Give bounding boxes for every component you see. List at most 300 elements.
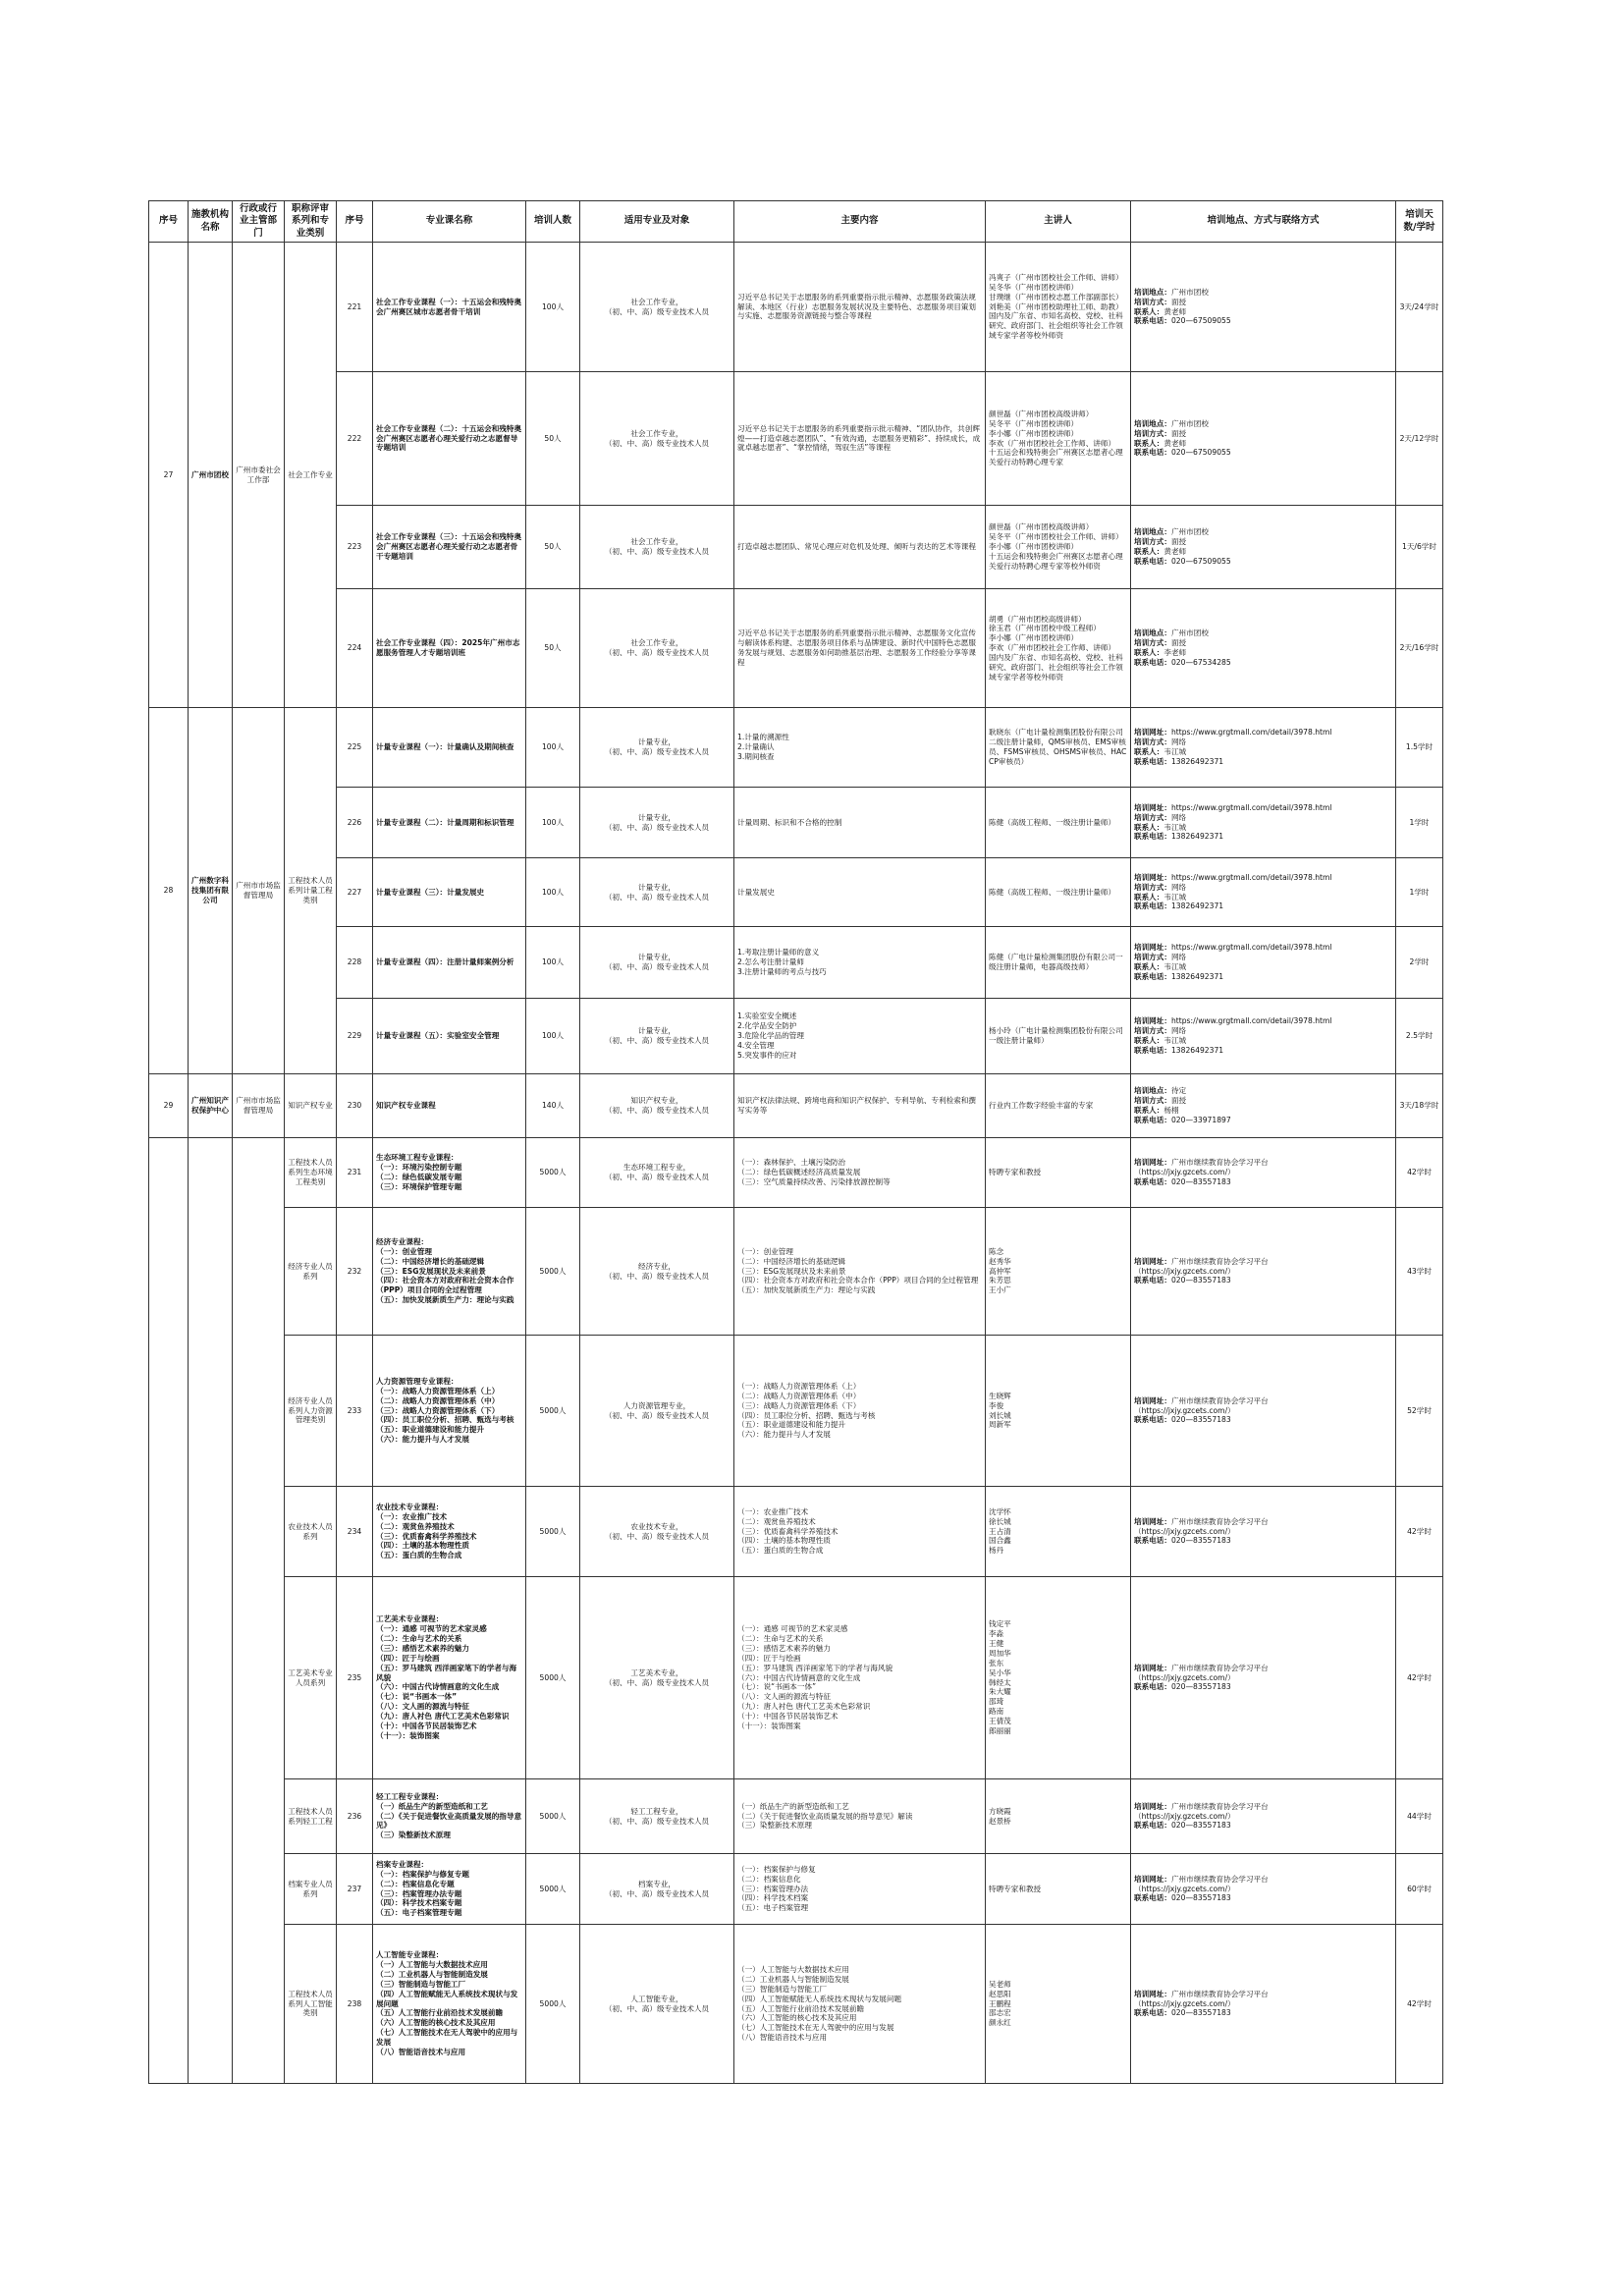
contact-key: 培训方式：	[1134, 1096, 1171, 1106]
trainee-count-cell: 5000人	[526, 1925, 580, 2084]
table-row	[149, 1487, 1443, 1577]
contact-line	[1134, 1276, 1392, 1285]
contact-line	[1134, 537, 1392, 547]
contact-key: 培训网址：	[1134, 1256, 1171, 1266]
days-hours-cell: 2天/12学时	[1396, 372, 1443, 506]
category-cell: 工程技术人员系列人工智能类别	[285, 1925, 337, 2084]
contact-line	[1134, 813, 1392, 823]
days-hours-cell: 60学时	[1396, 1854, 1443, 1925]
contact-value: 020—83557183	[1170, 1821, 1231, 1831]
contact-line	[1134, 419, 1392, 429]
target-cell: 经济专业， （初、中、高）级专业技术人员	[580, 1208, 734, 1336]
place-contact-cell	[1131, 927, 1396, 999]
contact-value: 020—67509055	[1170, 556, 1231, 566]
contact-key: 联系电话：	[1134, 316, 1171, 326]
course-seq-cell: 229	[337, 999, 373, 1074]
trainee-count-cell: 100人	[526, 927, 580, 999]
target-cell: 知识产权专业， （初、中、高）级专业技术人员	[580, 1074, 734, 1138]
header-category: 职称评审系列和专业类别	[285, 201, 337, 243]
header-course-name: 专业课名称	[373, 201, 526, 243]
contact-value: 韦江城	[1163, 747, 1187, 757]
contact-value: 020—67509055	[1170, 448, 1231, 458]
contact-line	[1134, 873, 1392, 883]
trainee-count-cell: 50人	[526, 506, 580, 589]
contact-key: 联系电话：	[1134, 1415, 1171, 1425]
contact-line	[1134, 648, 1392, 658]
contact-key: 培训网址：	[1134, 1016, 1171, 1026]
contact-value: 黄老师	[1163, 438, 1187, 448]
group-seq-cell: 29	[149, 1074, 189, 1138]
content-cell: （一）：创业管理 （二）：中国经济增长的基础逻辑 （三）：ESG发展现状及未来前景 （四）：社会资本方对政府和社会资本合作（PPP）项目合同的全过程管理 （五）：加快发展新质生产力：理论与实践	[734, 1208, 986, 1336]
contact-value: 网络	[1170, 953, 1187, 962]
target-cell: 社会工作专业， （初、中、高）级专业技术人员	[580, 243, 734, 372]
contact-key: 联系电话：	[1134, 1893, 1171, 1903]
contact-key: 培训网址：	[1134, 1801, 1171, 1811]
contact-line	[1134, 1116, 1392, 1125]
course-seq-cell: 225	[337, 708, 373, 788]
contact-key: 联系人：	[1134, 892, 1164, 902]
target-cell: 社会工作专业， （初、中、高）级专业技术人员	[580, 506, 734, 589]
contact-value: 广州市团校	[1170, 418, 1209, 428]
category-cell: 工程技术人员系列轻工工程	[285, 1779, 337, 1854]
lecturer-cell: 钱定平 李淼 王健 周加华 张东 吴小华 韩经太 朱大耀 邵琦 路南 王倩茂 郎丽丽	[986, 1577, 1131, 1779]
content-cell: （一）：通感 可视节的艺术家灵感 （二）：生命与艺术的关系 （三）：感悟艺术素养的魅力 （四）：匠于与绘画 （五）：罗马建筑 西洋画家笔下的学者与海风貌 （六）：中国古代诗情画意的文化生成 （七）：说“书画本一体” （八）：文人画的源流与特征 （九）：唐人衬色 唐代工艺美术色彩常识 （十）：中国各节民居装饰艺术 （十一）：装饰图案	[734, 1577, 986, 1779]
contact-line	[1134, 288, 1392, 298]
contact-value: （https://jxjy.gzcets.com/）	[1134, 1266, 1235, 1276]
lecturer-cell: 陈健（高级工程师、一级注册计量师）	[986, 858, 1131, 927]
content-cell: 1.计量的溯源性 2.计量确认 3.期间核查	[734, 708, 986, 788]
trainee-count-cell: 5000人	[526, 1577, 580, 1779]
contact-line	[1134, 1821, 1392, 1831]
contact-line	[1134, 1026, 1392, 1036]
category-cell: 经济专业人员系列人力资源管理类别	[285, 1336, 337, 1487]
contact-line	[1134, 1396, 1392, 1406]
content-cell: 习近平总书记关于志愿服务的系列重要指示批示精神、“团队协作，共创辉煌——打造卓越志愿团队”、“有效沟通，志愿服务更精彩”、持续成长，成就卓越志愿者”、“掌控情绪，驾驭生活”等课程	[734, 372, 986, 506]
training-course-table	[148, 200, 1443, 2084]
contact-key: 联系电话：	[1134, 756, 1171, 766]
contact-value: 李老师	[1163, 648, 1187, 658]
days-hours-cell: 3天/24学时	[1396, 243, 1443, 372]
contact-value: 13826492371	[1170, 902, 1224, 911]
target-cell: 人工智能专业， （初、中、高）级专业技术人员	[580, 1925, 734, 2084]
contact-line	[1134, 1536, 1392, 1546]
course-seq-cell: 228	[337, 927, 373, 999]
course-name-cell: 生态环境工程专业课程： （一）：环境污染控制专题 （二）：绿色低碳发展专题 （三）：环境保护管理专题	[373, 1138, 526, 1208]
content-cell: （一）：档案保护与修复 （二）：档案信息化 （三）：档案管理办法 （四）：科学技术档案 （五）：电子档案管理	[734, 1854, 986, 1925]
contact-value: 020—83557183	[1170, 1415, 1231, 1425]
category-cell: 经济专业人员系列	[285, 1208, 337, 1336]
contact-key: 培训方式：	[1134, 638, 1171, 648]
days-hours-cell: 1.5学时	[1396, 708, 1443, 788]
course-seq-cell: 230	[337, 1074, 373, 1138]
target-cell: 人力资源管理专业， （初、中、高）级专业技术人员	[580, 1336, 734, 1487]
table-row	[149, 1577, 1443, 1779]
contact-key: 培训方式：	[1134, 297, 1171, 306]
contact-line	[1134, 448, 1392, 458]
trainee-count-cell: 100人	[526, 708, 580, 788]
contact-line	[1134, 893, 1392, 902]
course-seq-cell: 234	[337, 1487, 373, 1577]
target-cell: 计量专业， （初、中、高）级专业技术人员	[580, 927, 734, 999]
course-seq-cell: 224	[337, 589, 373, 708]
lecturer-cell: 生晓辉 李俊 刘长城 周新军	[986, 1336, 1131, 1487]
table-row	[149, 1138, 1443, 1208]
contact-value: https://www.grgtmall.com/detail/3978.html	[1170, 872, 1332, 882]
course-name-cell: 社会工作专业课程（三）：十五运会和残特奥会广州赛区志愿者心理关爱行动之志愿者骨干专题培训	[373, 506, 526, 589]
course-seq-cell: 221	[337, 243, 373, 372]
contact-key: 联系人：	[1134, 962, 1164, 972]
lecturer-cell: 吴老师 赵思阳 王鹏程 邵志宏 颜永红	[986, 1925, 1131, 2084]
dept-name-cell: 广州市委社会工作部	[233, 243, 285, 708]
contact-key: 培训网址：	[1134, 872, 1171, 882]
target-cell: 计量专业， （初、中、高）级专业技术人员	[580, 858, 734, 927]
contact-key: 培训网址：	[1134, 1516, 1171, 1526]
contact-value: 020—83557183	[1170, 1682, 1231, 1692]
course-seq-cell: 223	[337, 506, 373, 589]
contact-value: 020—83557183	[1170, 1176, 1231, 1186]
contact-line	[1134, 832, 1392, 842]
contact-value: 韦江城	[1163, 962, 1187, 972]
content-cell: （一）纸品生产的新型造纸和工艺 （二）《关于促进餐饮业高质量发展的指导意见》解读 （三）染整新技术原理	[734, 1779, 986, 1854]
place-contact-cell	[1131, 243, 1396, 372]
contact-value: 广州市继续教育协会学习平台	[1170, 1256, 1269, 1266]
contact-line	[1134, 1517, 1392, 1527]
contact-value: 广州市继续教育协会学习平台	[1170, 1663, 1269, 1672]
header-lecturer: 主讲人	[986, 201, 1131, 243]
contact-key: 培训方式：	[1134, 738, 1171, 747]
trainee-count-cell: 5000人	[526, 1208, 580, 1336]
contact-line	[1134, 429, 1392, 439]
contact-line	[1134, 953, 1392, 962]
contact-key: 培训方式：	[1134, 537, 1171, 547]
content-cell: 习近平总书记关于志愿服务的系列重要指示批示精神、志愿服务文化宣传与解读体系构建、志愿服务项目体系与品牌建设、新时代中国特色志愿服务发展与规划、志愿服务如何助推基层治理、志愿服务工作经验分享等课程	[734, 589, 986, 708]
contact-key: 联系人：	[1134, 747, 1164, 757]
course-name-cell: 计量专业课程（三）：计量发展史	[373, 858, 526, 927]
contact-line	[1134, 883, 1392, 893]
content-cell: 1.实验室安全概述 2.化学品安全防护 3.危险化学品的管理 4.安全管理 5.突发事件的应对	[734, 999, 986, 1074]
lecturer-cell: 特聘专家和教授	[986, 1854, 1131, 1925]
days-hours-cell: 43学时	[1396, 1208, 1443, 1336]
contact-value: 020—83557183	[1170, 1536, 1231, 1546]
table-row	[149, 1854, 1443, 1925]
contact-key: 培训网址：	[1134, 1874, 1171, 1884]
target-cell: 轻工工程专业， （初、中、高）级专业技术人员	[580, 1779, 734, 1854]
content-cell: 1.考取注册计量师的意义 2.怎么考注册计量师 3.注册计量师的考点与技巧	[734, 927, 986, 999]
course-name-cell: 计量专业课程（一）：计量确认及期间核查	[373, 708, 526, 788]
place-contact-cell	[1131, 788, 1396, 858]
content-cell: 计量周期、标识和不合格的控制	[734, 788, 986, 858]
trainee-count-cell: 5000人	[526, 1336, 580, 1487]
contact-line	[1134, 1875, 1392, 1885]
lecturer-cell: 冯爽子（广州市团校社会工作师、讲师） 吴冬华（广州市团校讲师） 甘璞继（广州市团校志愿工作部副部长） 刘艳美（广州市团校助理社工师、助教） 国内及广东省、市知名高校、党校、社科研究、政府部门、社会组织等社会工作领域专家学者等校外师资	[986, 243, 1131, 372]
place-contact-cell	[1131, 1336, 1396, 1487]
target-cell: 计量专业， （初、中、高）级专业技术人员	[580, 788, 734, 858]
contact-line	[1134, 1527, 1392, 1537]
contact-value: 广州市继续教育协会学习平台	[1170, 1395, 1269, 1405]
contact-value: 020—67534285	[1170, 657, 1231, 667]
table-row	[149, 788, 1443, 858]
contact-line	[1134, 1177, 1392, 1187]
contact-value: 020—67509055	[1170, 316, 1231, 326]
contact-line	[1134, 629, 1392, 638]
place-contact-cell	[1131, 1208, 1396, 1336]
contact-line	[1134, 1415, 1392, 1425]
contact-key: 培训地点：	[1134, 527, 1171, 537]
contact-value: https://www.grgtmall.com/detail/3978.html	[1170, 943, 1332, 953]
contact-value: 广州市继续教育协会学习平台	[1170, 1158, 1269, 1168]
contact-value: （https://jxjy.gzcets.com/）	[1134, 1884, 1235, 1893]
contact-line	[1134, 658, 1392, 668]
target-cell: 工艺美术专业， （初、中、高）级专业技术人员	[580, 1577, 734, 1779]
contact-value: （https://jxjy.gzcets.com/）	[1134, 1405, 1235, 1415]
contact-key: 培训方式：	[1134, 953, 1171, 962]
category-cell: 知识产权专业	[285, 1074, 337, 1138]
course-name-cell: 工艺美术专业课程： （一）：通感 可视节的艺术家灵感 （二）：生命与艺术的关系 （三）：感悟艺术素养的魅力 （四）：匠于与绘画 （五）：罗马建筑 西洋画家笔下的学者与海风貌 （六）：中国古代诗情画意的文化生成 （七）：说“书画本一体” （八）：文人画的源流与特征 （九）：唐人衬色 唐代工艺美术色彩常识 （十）：中国各节民居装饰艺术 （十一）：装饰图案	[373, 1577, 526, 1779]
contact-line	[1134, 298, 1392, 307]
content-cell: 习近平总书记关于志愿服务的系列重要指示批示精神、志愿服务政策法规解读、本地区（行业）志愿服务发展状况及主要特色、志愿服务项目策划与实施、志愿服务资源链接与整合等课程	[734, 243, 986, 372]
contact-line	[1134, 803, 1392, 813]
course-name-cell: 轻工工程专业课程： （一）纸品生产的新型造纸和工艺 （二）《关于促进餐饮业高质量发展的指导意见》 （三）染整新技术原理	[373, 1779, 526, 1854]
trainee-count-cell: 140人	[526, 1074, 580, 1138]
table-row	[149, 858, 1443, 927]
days-hours-cell: 42学时	[1396, 1925, 1443, 2084]
contact-key: 培训地点：	[1134, 287, 1171, 297]
target-cell: 档案专业， （初、中、高）级专业技术人员	[580, 1854, 734, 1925]
course-seq-cell: 236	[337, 1779, 373, 1854]
content-cell: （一）：农业推广技术 （二）：观赏鱼养殖技术 （三）：优质畜禽科学养殖技术 （四）：土壤的基本物理性质 （五）：蛋白质的生物合成	[734, 1487, 986, 1577]
contact-value: 13826492371	[1170, 1045, 1224, 1055]
course-name-cell: 社会工作专业课程（一）：十五运会和残特奥会广州赛区城市志愿者骨干培训	[373, 243, 526, 372]
target-cell: 农业技术专业， （初、中、高）级专业技术人员	[580, 1487, 734, 1577]
contact-line	[1134, 1096, 1392, 1106]
header-dept: 行政或行业主管部门	[233, 201, 285, 243]
contact-key: 联系人：	[1134, 306, 1164, 316]
contact-value: 020—83557183	[1170, 1276, 1231, 1285]
contact-line	[1134, 1885, 1392, 1894]
contact-value: 面授	[1170, 428, 1187, 438]
contact-key: 培训地点：	[1134, 418, 1171, 428]
course-seq-cell: 233	[337, 1336, 373, 1487]
contact-value: 网络	[1170, 882, 1187, 892]
trainee-count-cell: 50人	[526, 589, 580, 708]
lecturer-cell: 胡勇（广州市团校高级讲师） 徐玉君（广州市团校中级工程师） 李小娜（广州市团校讲师） 李欢（广州市团校社会工作师、讲师） 国内及广东省、市知名高校、党校、社科研究、政府部门、社会组织等社会工作领域专家学者等校外师资	[986, 589, 1131, 708]
contact-key: 联系电话：	[1134, 1045, 1171, 1055]
contact-key: 培训地点：	[1134, 629, 1171, 638]
contact-value: 面授	[1170, 1096, 1187, 1106]
contact-key: 联系人：	[1134, 547, 1164, 557]
contact-value: 广州市继续教育协会学习平台	[1170, 1516, 1269, 1526]
place-contact-cell	[1131, 1074, 1396, 1138]
header-content: 主要内容	[734, 201, 986, 243]
contact-value: 待定	[1170, 1086, 1187, 1096]
course-seq-cell: 222	[337, 372, 373, 506]
contact-key: 联系电话：	[1134, 657, 1171, 667]
contact-key: 联系电话：	[1134, 448, 1171, 458]
course-seq-cell: 238	[337, 1925, 373, 2084]
contact-line	[1134, 316, 1392, 326]
place-contact-cell	[1131, 999, 1396, 1074]
contact-key: 联系电话：	[1134, 1536, 1171, 1546]
contact-key: 培训网址：	[1134, 728, 1171, 738]
contact-key: 培训方式：	[1134, 812, 1171, 822]
lecturer-cell: 陈健（广电计量检测集团股份有限公司一级注册计量师，电器高级技师）	[986, 927, 1131, 999]
contact-line	[1134, 1168, 1392, 1177]
contact-value: （https://jxjy.gzcets.com/）	[1134, 1998, 1235, 2008]
contact-value: 020—83557183	[1170, 1893, 1231, 1903]
contact-line	[1134, 439, 1392, 449]
contact-key: 培训网址：	[1134, 1989, 1171, 1998]
dept-name-cell	[233, 1138, 285, 2084]
trainee-count-cell: 100人	[526, 858, 580, 927]
contact-line	[1134, 1016, 1392, 1026]
contact-value: （https://jxjy.gzcets.com/）	[1134, 1811, 1235, 1821]
days-hours-cell: 3天/18学时	[1396, 1074, 1443, 1138]
days-hours-cell: 1学时	[1396, 858, 1443, 927]
group-seq-cell	[149, 1138, 189, 2084]
contact-value: 韦江城	[1163, 822, 1187, 832]
table-row	[149, 999, 1443, 1074]
contact-value: 面授	[1170, 297, 1187, 306]
lecturer-cell: 耿晓东（广电计量检测集团股份有限公司二级注册计量师，QMS审核员、EMS审核员、FSMS审核员、OHSMS审核员、HACCP审核员）	[986, 708, 1131, 788]
contact-key: 联系电话：	[1134, 832, 1171, 842]
contact-key: 联系电话：	[1134, 1682, 1171, 1692]
table-row	[149, 243, 1443, 372]
table-row	[149, 1925, 1443, 2084]
group-seq-cell: 28	[149, 708, 189, 1074]
header-target: 适用专业及对象	[580, 201, 734, 243]
course-seq-cell: 231	[337, 1138, 373, 1208]
days-hours-cell: 2天/16学时	[1396, 589, 1443, 708]
content-cell: 知识产权法律法规、跨境电商和知识产权保护、专利导航、专利检索和撰写实务等	[734, 1074, 986, 1138]
contact-value: 黄老师	[1163, 306, 1187, 316]
contact-value: 韦江城	[1163, 892, 1187, 902]
target-cell: 生态环境工程专业， （初、中、高）级专业技术人员	[580, 1138, 734, 1208]
group-seq-cell: 27	[149, 243, 189, 708]
table-row	[149, 927, 1443, 999]
lecturer-cell: 特聘专家和教授	[986, 1138, 1131, 1208]
contact-value: 网络	[1170, 738, 1187, 747]
lecturer-cell: 颜世磊（广州市团校高级讲师） 吴冬平（广州市团校讲师） 李小娜（广州市团校讲师） 李欢（广州市团校社会工作师、讲师） 十五运会和残特奥会广州赛区志愿者心理关爱行动特聘心理专家	[986, 372, 1131, 506]
lecturer-cell: 陈念 赵秀华 高仲军 朱芳思 王小广	[986, 1208, 1131, 1336]
place-contact-cell	[1131, 708, 1396, 788]
days-hours-cell: 42学时	[1396, 1138, 1443, 1208]
trainee-count-cell: 5000人	[526, 1487, 580, 1577]
contact-line	[1134, 1158, 1392, 1168]
contact-line	[1134, 1046, 1392, 1056]
header-count: 培训人数	[526, 201, 580, 243]
header-course-seq: 序号	[337, 201, 373, 243]
course-name-cell: 经济专业课程： （一）：创业管理 （二）：中国经济增长的基础逻辑 （三）：ESG发展现状及未来前景 （四）：社会资本方对政府和社会资本合作（PPP）项目合同的全过程管理 （五）：加快发展新质生产力：理论与实践	[373, 1208, 526, 1336]
category-cell: 农业技术人员系列	[285, 1487, 337, 1577]
days-hours-cell: 2.5学时	[1396, 999, 1443, 1074]
contact-key: 培训方式：	[1134, 428, 1171, 438]
course-name-cell: 农业技术专业课程： （一）：农业推广技术 （二）：观赏鱼养殖技术 （三）：优质畜禽科学养殖技术 （四）：土壤的基本物理性质 （五）：蛋白质的生物合成	[373, 1487, 526, 1577]
table-row	[149, 1208, 1443, 1336]
contact-value: 13826492371	[1170, 971, 1224, 981]
contact-line	[1134, 1267, 1392, 1277]
contact-line	[1134, 1999, 1392, 2009]
target-cell: 计量专业， （初、中、高）级专业技术人员	[580, 999, 734, 1074]
course-name-cell: 人力资源管理专业课程： （一）：战略人力资源管理体系（上） （二）：战略人力资源管理体系（中） （三）：战略人力资源管理体系（下） （四）：员工职位分析、招聘、甄选与考核 （五）：职业道德建设和能力提升 （六）：能力提升与人才发展	[373, 1336, 526, 1487]
course-name-cell: 社会工作专业课程（二）：十五运会和残特奥会广州赛区志愿者心理关爱行动之志愿督导专题培训	[373, 372, 526, 506]
contact-line	[1134, 738, 1392, 747]
contact-line	[1134, 307, 1392, 317]
course-seq-cell: 232	[337, 1208, 373, 1336]
category-cell: 工程技术人员系列生态环境工程类别	[285, 1138, 337, 1208]
trainee-count-cell: 5000人	[526, 1779, 580, 1854]
contact-key: 联系电话：	[1134, 1276, 1171, 1285]
contact-line	[1134, 902, 1392, 911]
table-row	[149, 506, 1443, 589]
contact-value: （https://jxjy.gzcets.com/）	[1134, 1526, 1235, 1536]
contact-value: （https://jxjy.gzcets.com/）	[1134, 1672, 1235, 1682]
course-name-cell: 计量专业课程（二）：计量周期和标识管理	[373, 788, 526, 858]
contact-key: 联系电话：	[1134, 902, 1171, 911]
trainee-count-cell: 50人	[526, 372, 580, 506]
table-row	[149, 708, 1443, 788]
days-hours-cell: 42学时	[1396, 1577, 1443, 1779]
place-contact-cell	[1131, 1779, 1396, 1854]
dept-name-cell: 广州市市场监督管理局	[233, 1074, 285, 1138]
days-hours-cell: 44学时	[1396, 1779, 1443, 1854]
contact-key: 联系电话：	[1134, 556, 1171, 566]
trainee-count-cell: 5000人	[526, 1138, 580, 1208]
days-hours-cell: 1天/6学时	[1396, 506, 1443, 589]
table-row	[149, 372, 1443, 506]
contact-value: https://www.grgtmall.com/detail/3978.html	[1170, 802, 1332, 812]
course-name-cell: 人工智能专业课程： （一）人工智能与大数据技术应用 （二）工业机器人与智能制造发展 （三）智能制造与智能工厂 （四）人工智能赋能无人系统技术现状与发展问题 （五）人工智能行业前沿技术发展前瞻 （六）人工智能的核心技术及其应用 （七）人工智能技术在无人驾驶中的应用与发展 （八）智能语音技术与应用	[373, 1925, 526, 2084]
category-cell: 工程技术人员系列计量工程类别	[285, 708, 337, 1074]
place-contact-cell	[1131, 1925, 1396, 2084]
place-contact-cell	[1131, 372, 1396, 506]
org-name-cell: 广州知识产权保护中心	[189, 1074, 233, 1138]
contact-value: 广州市团校	[1170, 287, 1209, 297]
org-name-cell	[189, 1138, 233, 2084]
contact-line	[1134, 962, 1392, 972]
contact-value: 广州市继续教育协会学习平台	[1170, 1989, 1269, 1998]
days-hours-cell: 52学时	[1396, 1336, 1443, 1487]
contact-key: 培训方式：	[1134, 882, 1171, 892]
contact-value: 韦江城	[1163, 1036, 1187, 1046]
place-contact-cell	[1131, 1487, 1396, 1577]
contact-key: 培训网址：	[1134, 943, 1171, 953]
target-cell: 计量专业， （初、中、高）级专业技术人员	[580, 708, 734, 788]
lecturer-cell: 方晓霞 赵景桥	[986, 1779, 1131, 1854]
place-contact-cell	[1131, 589, 1396, 708]
course-seq-cell: 235	[337, 1577, 373, 1779]
trainee-count-cell: 5000人	[526, 1854, 580, 1925]
contact-line	[1134, 1802, 1392, 1812]
contact-key: 培训方式：	[1134, 1026, 1171, 1036]
place-contact-cell	[1131, 858, 1396, 927]
contact-value: （https://jxjy.gzcets.com/）	[1134, 1168, 1235, 1177]
contact-value: https://www.grgtmall.com/detail/3978.html	[1170, 1016, 1332, 1026]
content-cell: 计量发展史	[734, 858, 986, 927]
contact-key: 联系人：	[1134, 822, 1164, 832]
category-cell: 社会工作专业	[285, 243, 337, 708]
contact-key: 培训地点：	[1134, 1086, 1171, 1096]
header-place: 培训地点、方式与联络方式	[1131, 201, 1396, 243]
contact-key: 联系电话：	[1134, 971, 1171, 981]
org-name-cell: 广州市团校	[189, 243, 233, 708]
lecturer-cell: 颜世磊（广州市团校高级讲师） 吴冬平（广州市团校社会工作师、讲师） 李小娜（广州市团校讲师） 十五运会和残特奥会广州赛区志愿者心理关爱行动特聘心理专家等校外师资	[986, 506, 1131, 589]
contact-line	[1134, 1664, 1392, 1673]
lecturer-cell: 杨小玲（广电计量检测集团股份有限公司一级注册计量师）	[986, 999, 1131, 1074]
contact-key: 联系电话：	[1134, 2008, 1171, 2018]
contact-value: 广州市继续教育协会学习平台	[1170, 1874, 1269, 1884]
course-name-cell: 社会工作专业课程（四）：2025年广州市志愿服务管理人才专题培训班	[373, 589, 526, 708]
contact-line	[1134, 972, 1392, 982]
